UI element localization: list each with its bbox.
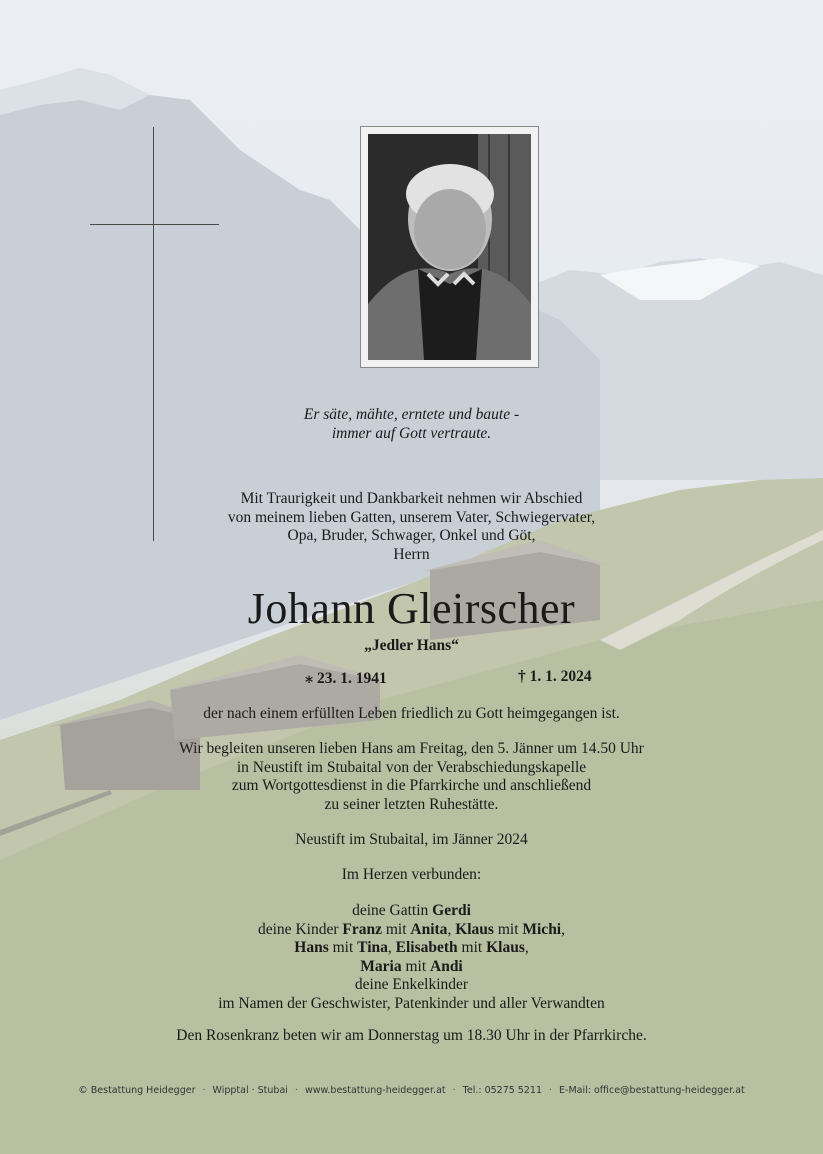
footer-separator: ·	[202, 1085, 206, 1096]
birth-date: ⁎ 23. 1. 1941	[305, 670, 387, 687]
footer-website-link[interactable]: www.bestattung-heidegger.at	[304, 1085, 446, 1096]
quote-line: Er säte, mähte, erntete und baute -	[303, 406, 520, 423]
intro-line: Opa, Bruder, Schwager, Onkel und Göt,	[287, 527, 536, 544]
passed-text: der nach einem erfüllten Leben friedlich zu Gott heimgegangen ist.	[203, 705, 620, 722]
portrait-frame	[360, 126, 539, 368]
mourner-line: Maria mit Andi	[360, 957, 463, 975]
mourners-list	[0, 902, 823, 1013]
rosary-text: Den Rosenkranz beten wir am Donnerstag um 18.30 Uhr in der Pfarrkirche.	[176, 1027, 647, 1044]
mourner-line: Hans mit Tina, Elisabeth mit Klaus,	[294, 939, 529, 956]
mourner-line: im Namen der Geschwister, Patenkinder und aller Verwandten	[218, 994, 605, 1012]
connected-heading: Im Herzen verbunden:	[341, 866, 482, 883]
quote-line: immer auf Gott vertraute.	[331, 425, 492, 442]
funeral-line: zum Wortgottesdienst in die Pfarrkirche und anschließend	[231, 777, 592, 794]
footer-separator: ·	[549, 1085, 553, 1096]
funeral-line: in Neustift im Stubaital von der Verabschiedungskapelle	[236, 758, 587, 776]
mourner-line: deine Kinder Franz mit Anita, Klaus mit Michi,	[258, 920, 565, 938]
deceased-nickname: „Jedler Hans“	[364, 637, 459, 654]
footer-region: Wipptal · Stubai	[212, 1085, 288, 1096]
death-date: † 1. 1. 2024	[518, 668, 592, 685]
epitaph-quote	[0, 405, 823, 443]
funeral-text	[0, 740, 823, 814]
footer-company: © Bestattung Heidegger	[78, 1085, 196, 1096]
cross-icon-bar	[90, 224, 219, 225]
mourner-line: deine Gattin Gerdi	[352, 902, 471, 919]
mourner-line: deine Enkelkinder	[354, 976, 469, 993]
footer-separator: ·	[452, 1085, 456, 1096]
footer-email-link[interactable]: E-Mail: office@bestattung-heidegger.at	[559, 1085, 745, 1096]
funeral-line: Wir begleiten unseren lieben Hans am Freitag, den 5. Jänner um 14.50 Uhr	[179, 740, 644, 757]
footer-phone: Tel.: 05275 5211	[462, 1085, 542, 1096]
funeral-line: zu seiner letzten Ruhestätte.	[324, 795, 499, 813]
footer	[0, 1085, 823, 1096]
portrait-photo	[368, 134, 531, 360]
cross-icon	[153, 127, 154, 541]
intro-line: von meinem lieben Gatten, unserem Vater, Schwiegervater,	[227, 508, 596, 526]
deceased-name: Johann Gleirscher	[247, 584, 576, 633]
intro-text	[0, 490, 823, 564]
footer-separator: ·	[294, 1085, 298, 1096]
place-date: Neustift im Stubaital, im Jänner 2024	[295, 831, 528, 848]
intro-line: Herrn	[393, 545, 430, 563]
intro-line: Mit Traurigkeit und Dankbarkeit nehmen wir Abschied	[240, 490, 583, 507]
